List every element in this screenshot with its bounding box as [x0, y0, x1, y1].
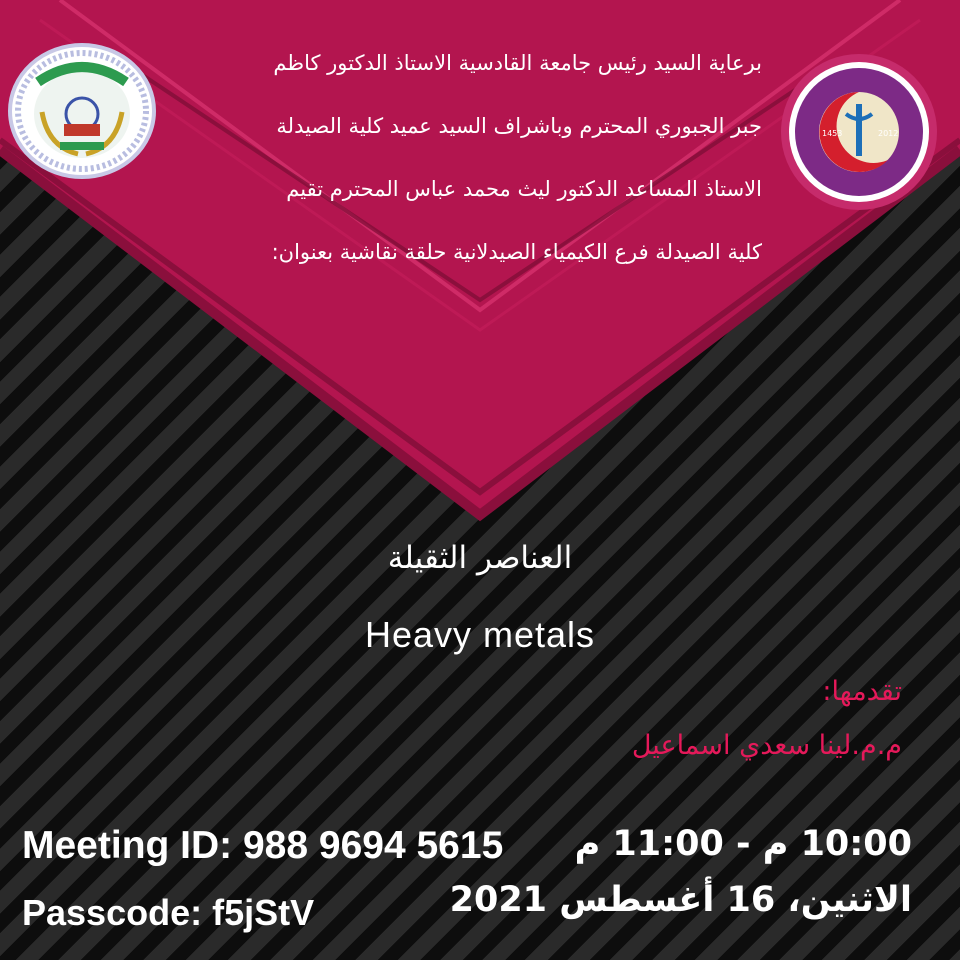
presenter-label: تقدمها:: [822, 676, 902, 707]
intro-line: كلية الصيدلة فرع الكيمياء الصيدلانية حلقة نقاشية بعنوان:: [271, 240, 762, 264]
presenter-name: م.م.لينا سعدي اسماعيل: [631, 730, 902, 761]
event-time: 10:00 م - 11:00 م: [574, 824, 912, 864]
event-date: الاثنين، 16 أغسطس 2021: [449, 880, 912, 920]
topic-title-arabic: العناصر الثقيلة: [387, 540, 573, 576]
sponsorship-text: [162, 52, 762, 304]
college-of-pharmacy-logo: [778, 52, 940, 212]
intro-line: برعاية السيد رئيس جامعة القادسية الاستاذ الدكتور كاظم: [273, 51, 762, 75]
year-right-label: 2012: [878, 129, 899, 138]
meeting-passcode: Passcode: f5jStV: [22, 892, 315, 933]
meeting-id: Meeting ID: 988 9694 5615: [22, 824, 504, 867]
intro-line: الاستاذ المساعد الدكتور ليث محمد عباس المحترم تقيم: [286, 177, 762, 201]
university-logo: [8, 42, 156, 180]
topic-title-english: Heavy metals: [364, 614, 596, 655]
intro-line: جبر الجبوري المحترم وباشراف السيد عميد كلية الصيدلة: [276, 114, 762, 138]
year-left-label: 1453: [822, 129, 843, 138]
